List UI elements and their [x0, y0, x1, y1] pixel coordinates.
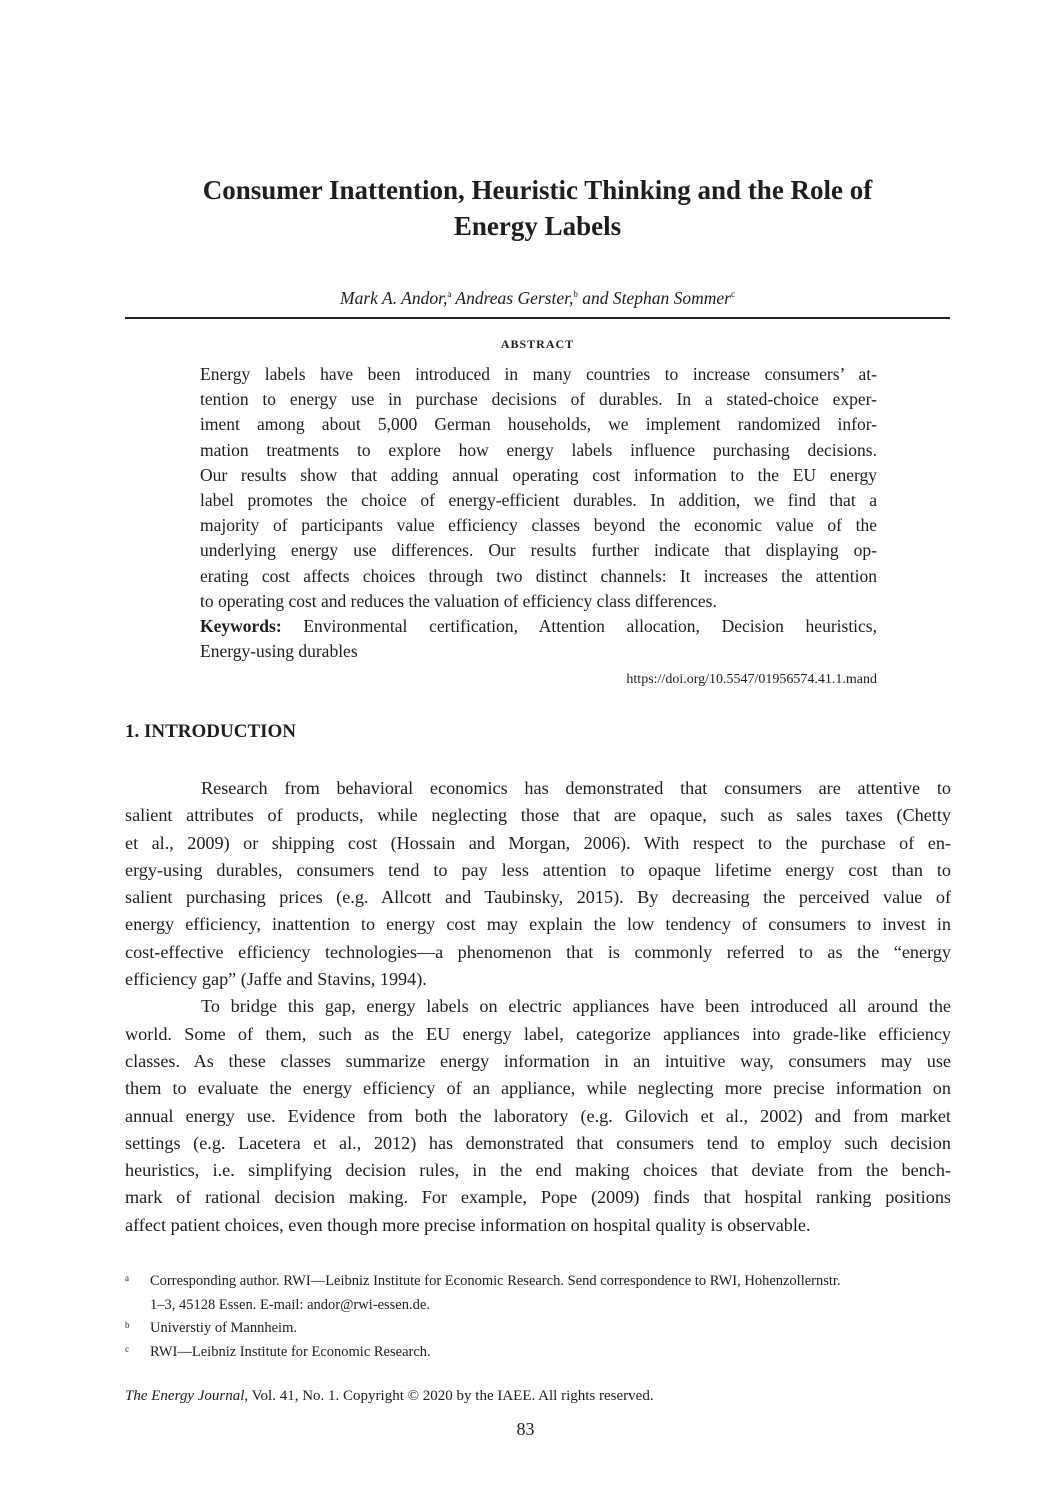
- body-line: world. Some of them, such as the EU energy label, categorize appliances into grade-like efficiency: [125, 1023, 951, 1044]
- footnote-line: Universtiy of Mannheim.: [150, 1320, 297, 1336]
- paper-title: [125, 172, 950, 244]
- abstract-text: [200, 362, 877, 664]
- affiliation-mark: b: [573, 289, 578, 299]
- body-line: To bridge this gap, energy labels on electric appliances have been introduced all around the: [201, 996, 951, 1017]
- affiliation-mark: a: [447, 289, 452, 299]
- keywords-line: Energy-using durables: [200, 641, 358, 662]
- abstract-line: underlying energy use differences. Our results further indicate that displaying op-: [200, 540, 877, 561]
- abstract-line: Energy labels have been introduced in many countries to increase consumers’ at-: [200, 364, 877, 384]
- page-number: 83: [516, 1419, 535, 1439]
- body-line: ergy-using durables, consumers tend to pay less attention to opaque lifetime energy cost than to: [125, 859, 951, 880]
- abstract-line: label promotes the choice of energy-efficient durables. In addition, we find that a: [200, 490, 877, 511]
- body-line: salient attributes of products, while neglecting those that are opaque, such as sales taxes (Chetty: [125, 805, 951, 826]
- abstract-line: erating cost affects choices through two distinct channels: It increases the attention: [200, 565, 877, 586]
- footnote-mark: a: [125, 1273, 129, 1283]
- header-divider: [125, 317, 950, 319]
- abstract-line: tention to energy use in purchase decisions of durables. In a stated-choice exper-: [200, 389, 877, 410]
- journal-citation: [125, 1386, 654, 1406]
- abstract-line: Our results show that adding annual operating cost information to the EU energy: [200, 464, 877, 485]
- body-line: energy efficiency, inattention to energy cost may explain the low tendency of consumers to invest in: [125, 914, 951, 935]
- footnote: [125, 1341, 951, 1365]
- body-line: mark of rational decision making. For example, Pope (2009) finds that hospital ranking positions: [125, 1187, 951, 1208]
- author-name: Andreas Gerster,: [451, 288, 574, 308]
- body-line: affect patient choices, even though more precise information on hospital quality is observable.: [125, 1214, 811, 1235]
- footnotes: [125, 1270, 951, 1364]
- abstract-line: mation treatments to explore how energy labels influence purchasing decisions.: [200, 439, 877, 460]
- body-line: heuristics, i.e. simplifying decision rules, in the end making choices that deviate from the bench-: [125, 1160, 951, 1181]
- footnote-mark: b: [125, 1320, 130, 1330]
- body-line: classes. As these classes summarize energy information in an intuitive way, consumers may use: [125, 1050, 951, 1071]
- title-line: Consumer Inattention, Heuristic Thinking and the Role of: [202, 175, 873, 205]
- author-name: and Stephan Sommer: [577, 288, 731, 308]
- doi-link[interactable]: https://doi.org/10.5547/01956574.41.1.mand: [626, 672, 877, 687]
- footnote-line: RWI—Leibniz Institute for Economic Research.: [150, 1343, 431, 1360]
- body-line: cost-effective efficiency technologies—a phenomenon that is commonly referred to as the “energy: [125, 941, 951, 962]
- body-line: settings (e.g. Lacetera et al., 2012) has demonstrated that consumers tend to employ such decision: [125, 1132, 951, 1153]
- abstract-line: majority of participants value efficiency classes beyond the economic value of the: [200, 515, 877, 536]
- body-line: efficiency gap” (Jaffe and Stavins, 1994).: [125, 969, 427, 990]
- footnote: [125, 1317, 951, 1341]
- section-heading: 1. INTRODUCTION: [125, 721, 297, 742]
- journal-details: , Vol. 41, No. 1. Copyright © 2020 by the IAEE. All rights reserved.: [244, 1388, 654, 1404]
- title-line: Energy Labels: [453, 211, 622, 241]
- abstract-line: to operating cost and reduces the valuation of efficiency class differences.: [200, 590, 717, 611]
- footnote-line: Corresponding author. RWI—Leibniz Institute for Economic Research. Send correspondence to RWI, Hohenzollernstr.: [150, 1273, 841, 1289]
- footnote-line: 1–3, 45128 Essen. E-mail: andor@rwi-essen.de.: [150, 1296, 430, 1313]
- footnote: [125, 1270, 951, 1317]
- body-line: them to evaluate the energy efficiency of an appliance, while neglecting more precise information on: [125, 1078, 951, 1099]
- footnote-mark: c: [125, 1343, 129, 1354]
- abstract-heading: ABSTRACT: [500, 337, 575, 351]
- body-line: Research from behavioral economics has demonstrated that consumers are attentive to: [201, 778, 951, 798]
- keywords-text: Environmental certification, Attention allocation, Decision heuristics,: [281, 616, 877, 637]
- body-line: et al., 2009) or shipping cost (Hossain and Morgan, 2006). With respect to the purchase of en-: [125, 832, 951, 853]
- keywords-label: Keywords:: [200, 616, 282, 637]
- body-text: [125, 775, 951, 1239]
- keywords-line: [200, 614, 877, 639]
- author-name: Mark A. Andor,: [340, 288, 448, 308]
- journal-name: The Energy Journal: [125, 1388, 245, 1404]
- affiliation-mark: c: [730, 289, 735, 299]
- body-line: annual energy use. Evidence from both the laboratory (e.g. Gilovich et al., 2002) and from market: [125, 1105, 951, 1126]
- body-line: salient purchasing prices (e.g. Allcott and Taubinsky, 2015). By decreasing the perceived value of: [125, 887, 951, 908]
- author-list: [125, 282, 950, 310]
- abstract-line: iment among about 5,000 German households, we implement randomized infor-: [200, 414, 877, 435]
